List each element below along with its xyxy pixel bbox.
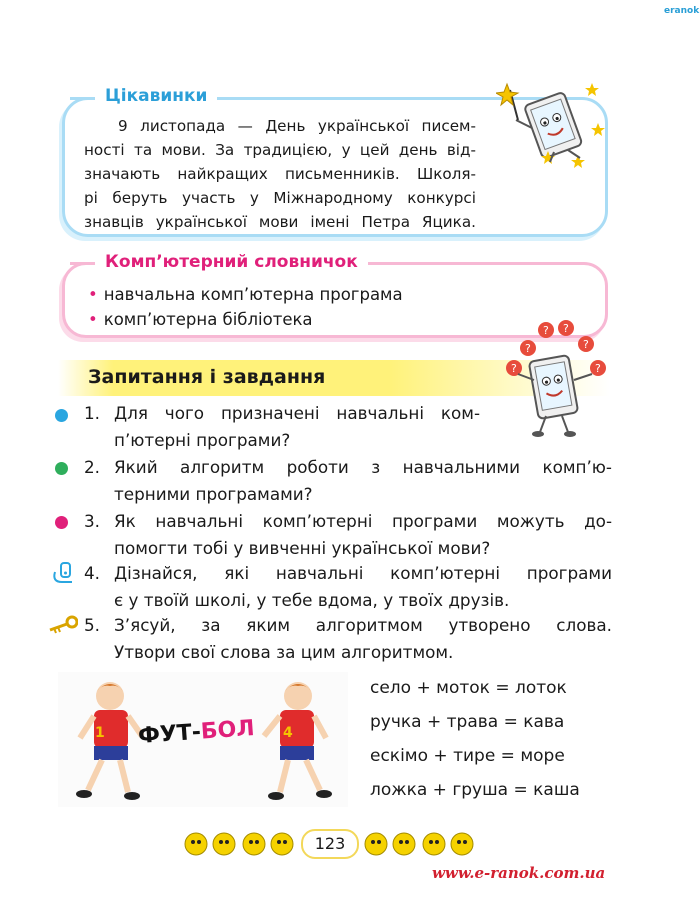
equation: ескімо + тире = море [370, 746, 565, 766]
key-icon [48, 614, 78, 634]
question-item: 1. Для чого призначені навчальні ком- п’ютерні програми? [84, 403, 480, 450]
phone-icon [52, 562, 76, 584]
equation: ложка + груша = каша [370, 780, 580, 800]
question-marker-green [55, 462, 68, 475]
question-marker-blue [55, 409, 68, 422]
question-item: 4. Дізнайся, які навчальні комп’ютерні програми є у твоїй школі, у тебе вдома, у твоїх друзів. [84, 563, 612, 610]
svg-text:?: ? [525, 342, 531, 355]
question-item: 5. З’ясуй, за яким алгоритмом утворено слова. Утвори свої слова за цим алгоритмом. [84, 615, 612, 662]
cikavynky-text: 9 листопада — День української писем- ності та мови. За традицією, у цей день від- значають найкращих письменників. Школя- рі беруть участь у Міжнародному конкурсі знавців української мови імені Петра Яцика. [84, 117, 476, 231]
dictionary-item: • навчальна комп’ютерна програма [88, 285, 403, 304]
footer-characters-right [362, 826, 482, 862]
question-item: 2. Який алгоритм роботи з навчальними комп’ю- терними програмами? [84, 457, 612, 504]
website-link[interactable]: www.e-ranok.com.ua [432, 864, 606, 882]
word-football: ФУТ-БОЛ [137, 715, 256, 750]
footer-characters-left [182, 826, 302, 862]
player1-number: 1 [95, 725, 105, 741]
cikavynky-title: Цікавинки [95, 86, 217, 106]
dictionary-item: • комп’ютерна бібліотека [88, 310, 313, 329]
svg-text:?: ? [563, 322, 569, 335]
svg-text:?: ? [511, 362, 517, 375]
svg-text:?: ? [543, 324, 549, 337]
question-marker-pink [55, 516, 68, 529]
dictionary-title: Комп’ютерний словничок [95, 252, 368, 272]
svg-text:?: ? [583, 338, 589, 351]
questions-title: Запитання і завдання [88, 366, 326, 388]
svg-text:?: ? [595, 362, 601, 375]
player2-number: 4 [283, 725, 293, 741]
bullet-icon: • [88, 285, 98, 304]
equation: село + моток = лоток [370, 678, 567, 698]
tablet-juggler-illustration [500, 318, 608, 438]
publisher-logo: eranok [664, 6, 700, 16]
bullet-icon: • [88, 310, 98, 329]
tablet-magician-illustration [496, 80, 606, 170]
equation: ручка + трава = кава [370, 712, 565, 732]
page-number: 123 [301, 829, 359, 859]
question-item: 3. Як навчальні комп’ютерні програми можуть до- помогти тобі у вивченні української мови? [84, 511, 612, 558]
